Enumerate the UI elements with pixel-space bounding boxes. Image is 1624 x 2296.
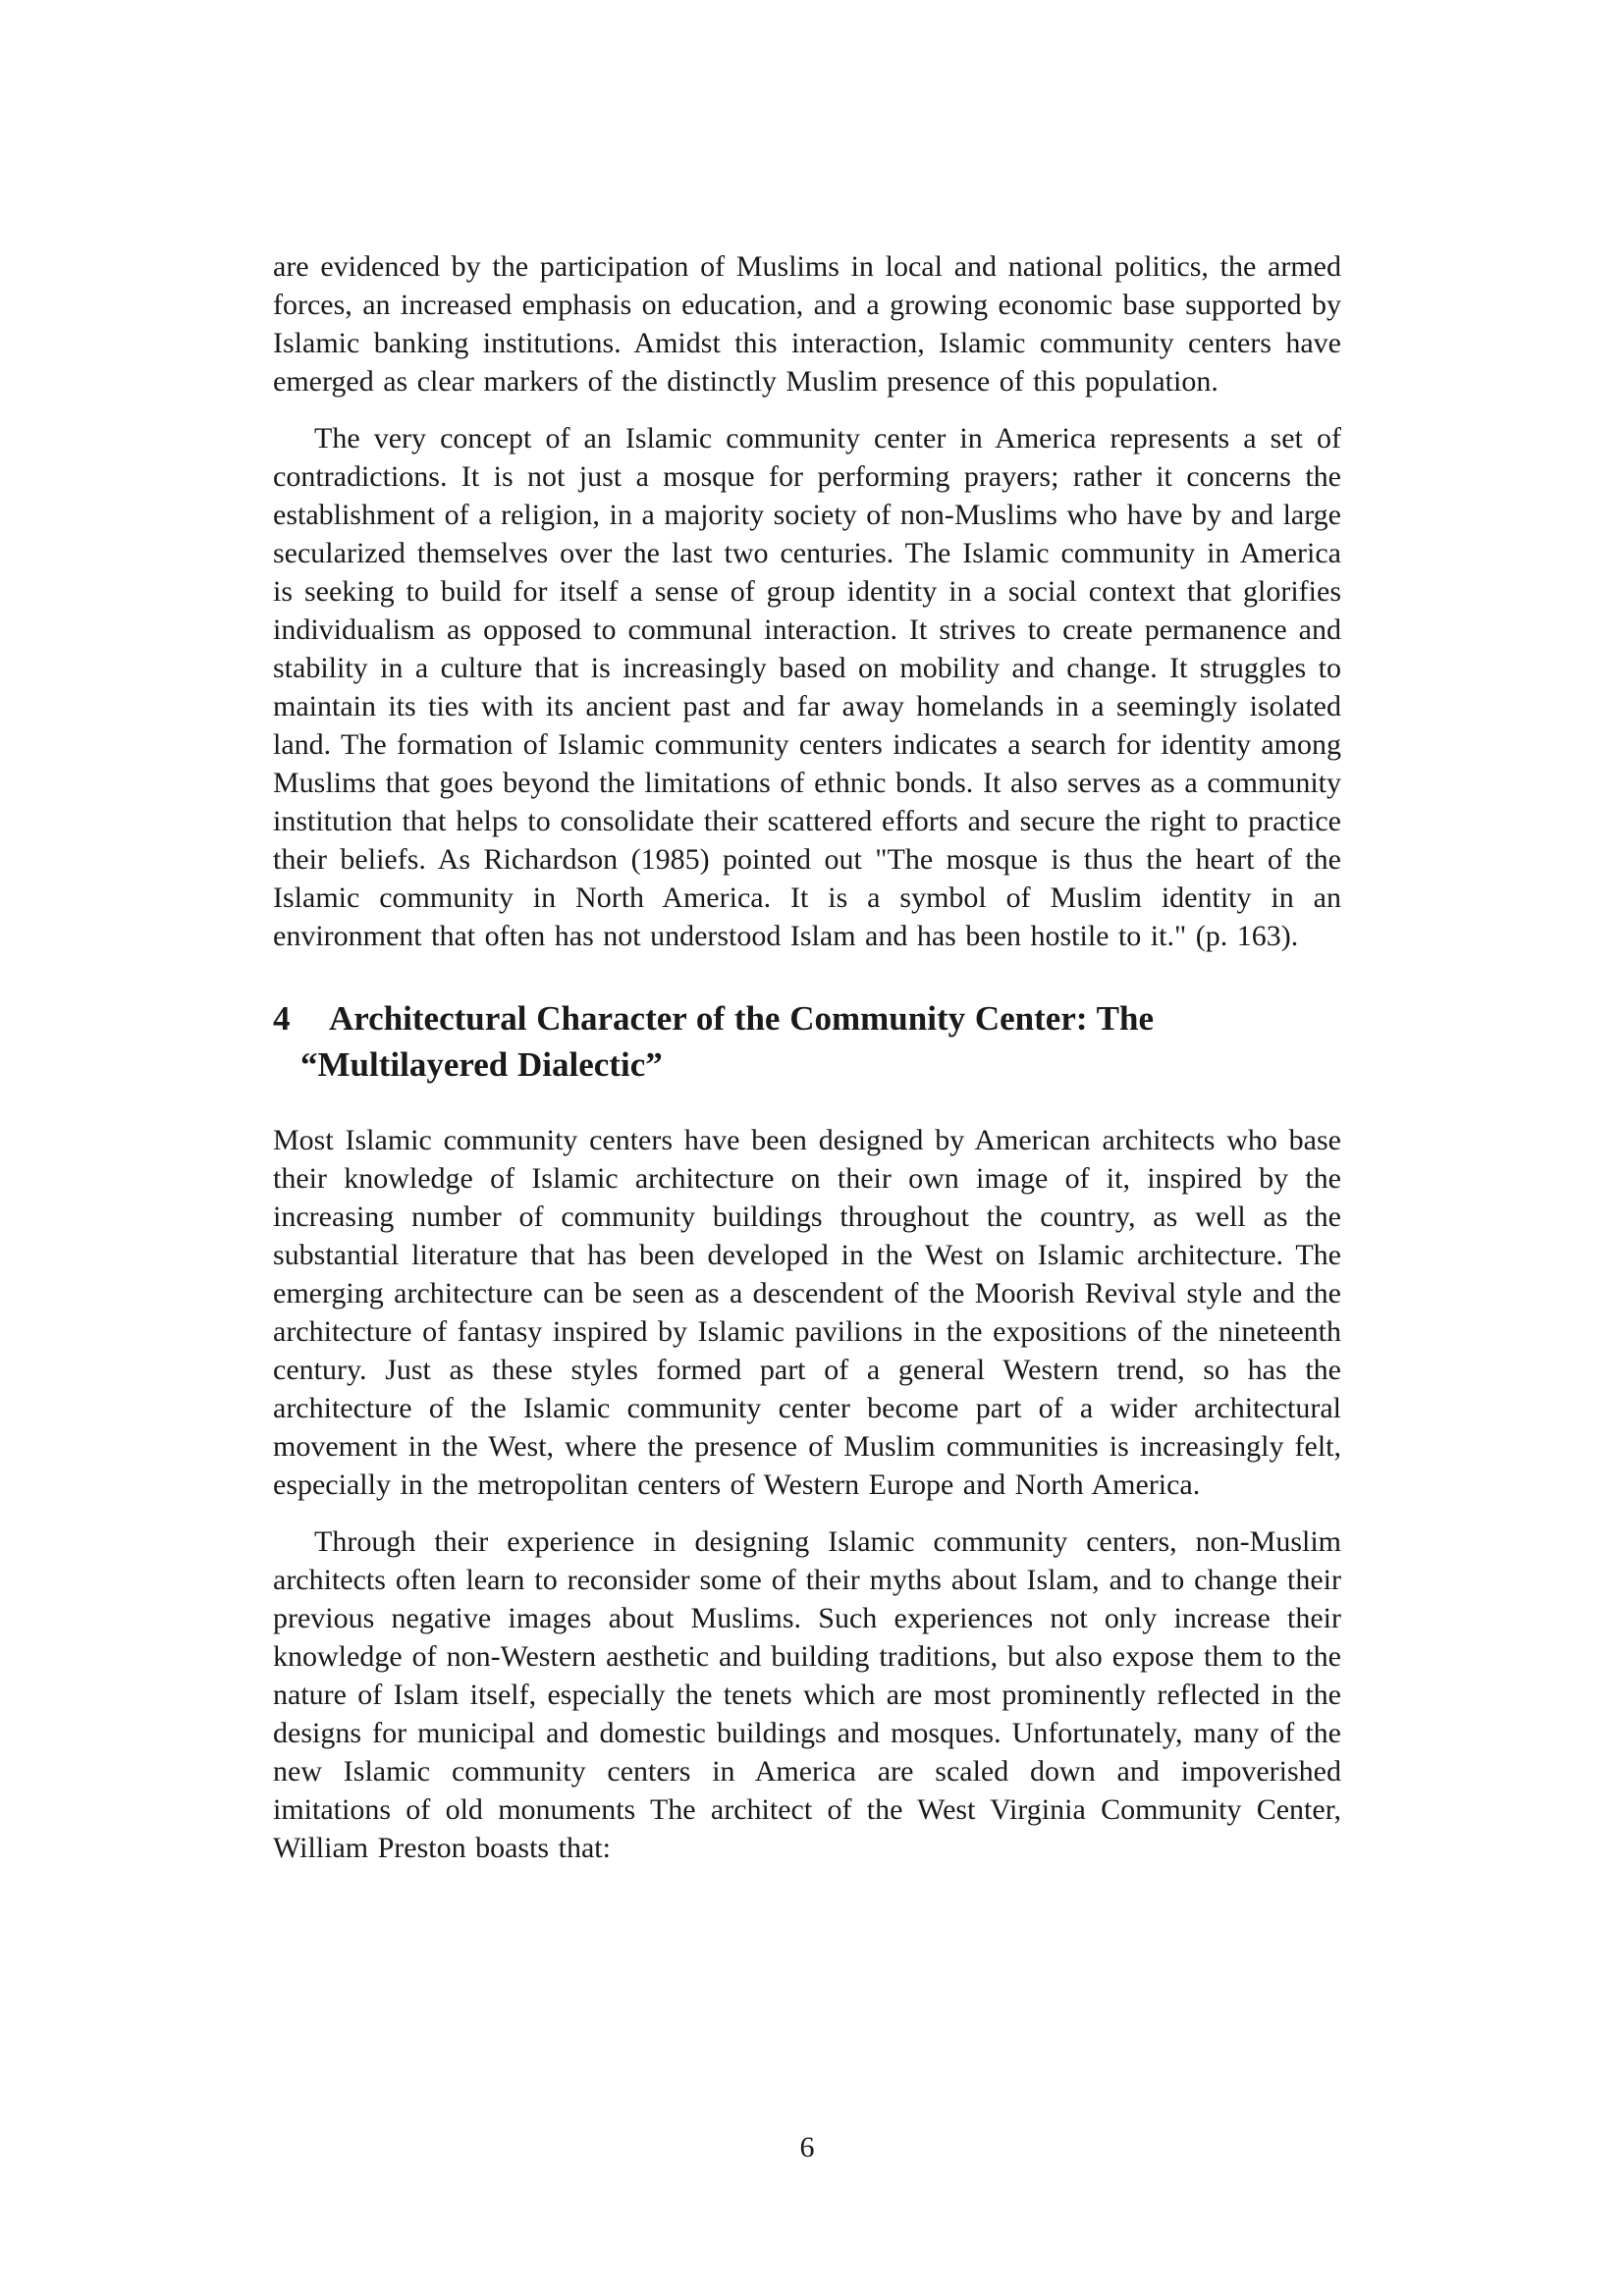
paragraph: Most Islamic community centers have been designed by American architects who base their knowledge of Islamic architecture on their own image of it, inspired by the increasing number of community buildings throughout the country, as well as the substantial literature that has been developed in the West on Islamic architecture. The emerging architecture can be seen as a descendent of the Moorish Revival style and the architecture of fantasy inspired by Islamic pavilions in the expositions of the nineteenth century. Just as these styles formed part of a general Western trend, so has the architecture of the Islamic community center become part of a wider architectural movement in the West, where the presence of Muslim communities is increasingly felt, especially in the metropolitan centers of Western Europe and North America. [273,1124,1341,1501]
section-number: 4 [273,999,291,1038]
paragraph-continuation: are evidenced by the participation of Muslims in local and national politics, the armed forces, an increased emphasis on education, and a growing economic base supported by Islamic banking institutions. Amidst this interaction, Islamic community centers have emerged as clear markers of the distinctly Muslim presence of this population. [273,250,1341,398]
section-title: Architectural Character of the Community Center: The “Multilayered Dialectic” [300,999,1154,1084]
page-footer [273,2128,1341,2166]
page-body [273,247,1341,1886]
paragraph: The very concept of an Islamic community center in America represents a set of contradictions. It is not just a mosque for performing prayers; rather it concerns the establishment of a religion, in a majority society of non-Muslims who have by and large secularized themselves over the last two centuries. The Islamic community in America is seeking to build for itself a sense of group identity in a social context that glorifies individualism as opposed to communal interaction. It strives to create permanence and stability in a culture that is increasingly based on mobility and change. It struggles to maintain its ties with its ancient past and far away homelands in a seemingly isolated land. The formation of Islamic community centers indicates a search for identity among Muslims that goes beyond the limitations of ethnic bonds. It also serves as a community institution that helps to consolidate their scattered efforts and secure the right to practice their beliefs. As Richardson (1985) pointed out "The mosque is thus the heart of the Islamic community in North America. It is a symbol of Muslim identity in an environment that often has not understood Islam and has been hostile to it." (p. 163). [273,422,1341,952]
section-heading [273,995,1341,1088]
paragraph: Through their experience in designing Islamic community centers, non-Muslim architects often learn to reconsider some of their myths about Islam, and to change their previous negative images about Muslims. Such experiences not only increase their knowledge of non-Western aesthetic and building traditions, but also expose them to the nature of Islam itself, especially the tenets which are most prominently reflected in the designs for municipal and domestic buildings and mosques. Unfortunately, many of the new Islamic community centers in America are scaled down and impoverished imitations of old monuments The architect of the West Virginia Community Center, William Preston boasts that: [273,1525,1341,1864]
page-number: 6 [799,2131,815,2163]
